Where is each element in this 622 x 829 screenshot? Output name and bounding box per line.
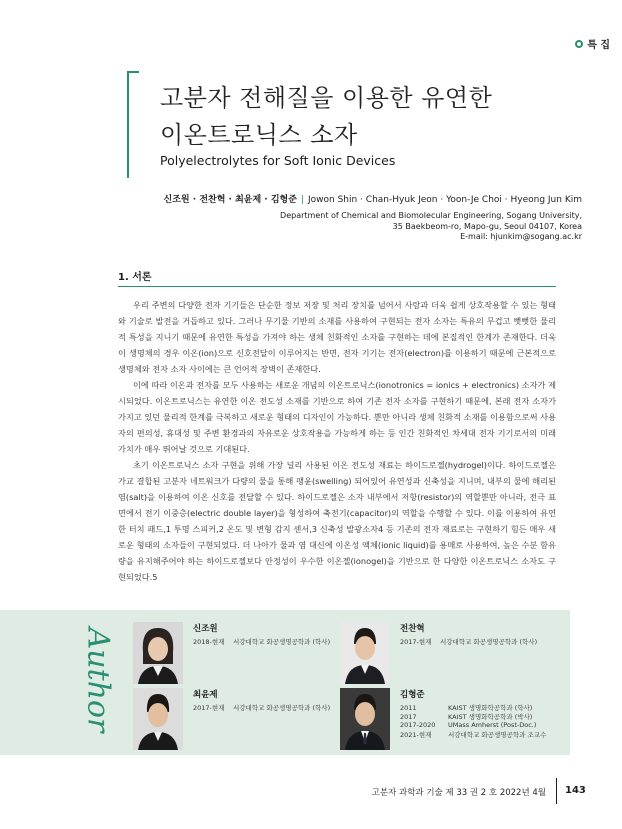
section-tag <box>575 36 610 51</box>
body-text <box>118 297 556 585</box>
bio-name-kim: 김형준 <box>400 690 425 700</box>
bio-name-jeon: 전찬혁 <box>400 624 425 634</box>
circle-bullet-icon <box>575 40 583 48</box>
paragraph: 이에 따라 이온과 전자를 모두 사용하는 새로운 개념의 이온트로닉스(ionotronics = ionics + electronics) 소자가 제시되었다. 이온트로닉스는 유연한 이온 전도성 소재를 기반으로 하여 기존 전자 소자를 구현하기 때문에, 본래 전자 소자가 가지고 있던 물리적 한계를 극복하고 새로운 형태의 디자인이 가능하다. 뿐만 아니라 생체 친화적 소재를 이용함으로써 사용자의 편의성, 휴대성 및 주변 환경과의 자유로운 상호작용을 가능하게 하는 등 인간 친화적인 차세대 전자 기기로서의 미래가치가 매우 뛰어날 것으로 기대된다. <box>118 380 556 454</box>
bio-years: 2017-현재 <box>400 638 432 646</box>
affiliation-email: E-mail: hjunkim@sogang.ac.kr <box>460 232 582 241</box>
bio-entry <box>400 703 532 712</box>
bio-entry <box>400 637 537 646</box>
bio-name-shin: 신조원 <box>193 624 218 634</box>
author-photo-jeon <box>340 622 390 684</box>
bio-years: 2011 <box>400 704 417 712</box>
journal-footer: 고분자 과학과 기술 제 33 권 2 호 2022년 4월 <box>371 788 546 798</box>
footer-divider <box>556 778 557 804</box>
title-frame-decoration <box>127 71 139 178</box>
section-tag-label: 특 집 <box>587 40 610 51</box>
bio-entry <box>400 712 532 721</box>
article-title-line-1: 고분자 전해질을 이용한 유연한 <box>160 84 493 112</box>
author-photo-choi <box>133 688 183 750</box>
bio-years: 2017-2020 <box>400 721 436 729</box>
bio-years: 2017-현재 <box>193 704 225 712</box>
section-divider <box>118 286 556 287</box>
bio-text: 서강대학교 화공생명공학과 조교수 <box>448 731 547 739</box>
affiliation-address: 35 Baekbeom-ro, Mapo-gu, Seoul 04107, Korea <box>392 221 582 231</box>
bio-years: 2017 <box>400 713 417 721</box>
author-separator: | <box>300 195 304 205</box>
author-line <box>164 192 582 205</box>
author-photo-shin <box>133 622 183 684</box>
article-title-english: Polyelectrolytes for Soft Ionic Devices <box>160 153 396 168</box>
paragraph: 초기 이온트로닉스 소자 구현을 위해 가장 널리 사용된 이온 전도성 재료는 하이드로젤(hydrogel)이다. 하이드로젤은 가교 결합된 고분자 네트워크가 다량의 물을 통해 팽윤(swelling) 되어있어 유연성과 신축성을 지니며, 내부의 물에 해리된 염(salt)을 이용하여 이온 신호를 전달할 수 있다. 하이드로젤은 소자 내부에서 저항(resistor)의 역할뿐만 아니라, 전극 표면에서 전기 이중층(electric double layer)을 형성하여 축전기(capacitor)의 역할을 수행할 수 있다. 이를 이용하여 유연한 터치 패드,1 투명 스피커,2 온도 및 변형 감지 센서,3 신축성 발광소자4 등 기존의 전자 재료로는 구현하기 힘든 매우 새로운 형태의 소자들이 구현되었다. 더 나아가 물과 염 대신에 이온성 액체(ionic liquid)를 용매로 사용하여, 높은 수분 함유량을 유지해주어야 하는 하이드로젤보다 안정성이 우수한 이온젤(ionogel)을 기반으로 한 다양한 이온트로닉스 소자도 구현되었다.5 <box>118 460 556 582</box>
bio-text: UMass Amherst (Post-Doc.) <box>448 721 537 729</box>
bio-entry <box>193 703 330 712</box>
authors-korean: 신조원 · 전찬혁 · 최윤제 · 김형준 <box>163 195 297 205</box>
author-box-label-text: Author <box>80 627 116 733</box>
bio-years: 2018-현재 <box>193 638 225 646</box>
article-title-korean <box>160 80 492 154</box>
bio-name-choi: 최윤제 <box>193 690 218 700</box>
bio-entry <box>400 721 536 729</box>
bio-text: KAIST 생명화학공학과 (학사) <box>448 704 533 712</box>
bio-entry <box>400 730 546 739</box>
article-title-line-2: 이온트로닉스 소자 <box>160 121 358 149</box>
page-number: 143 <box>565 785 586 796</box>
authors-english: Jowon Shin · Chan-Hyuk Jeon · Yoon-Je Choi · Hyeong Jun Kim <box>307 195 582 205</box>
affiliation-department: Department of Chemical and Biomolecular Engineering, Sogang University, <box>280 211 582 220</box>
affiliation <box>280 211 582 243</box>
paragraph: 우리 주변의 다양한 전자 기기들은 단순한 정보 저장 및 처리 장치를 넘어서 사람과 더욱 쉽게 상호작용할 수 있는 형태와 기술로 발전을 거듭하고 있다. 그러나 무기물 기반의 소재를 사용하여 구현되는 전자 소자는 특유의 무겁고 뻣뻣한 물리적 특성을 지니기 때문에 유연한 특성을 가져야 하는 생체 친화적인 소자를 구현하는 데에 본질적인 한계가 존재한다. 더욱이 생명체의 경우 이온(ion)으로 신호전달이 이루어지는 반면, 전자 기기는 전자(electron)를 이용하기 때문에 근본적으로 생명체와 전자 소자 사이에는 큰 언어적 장벽이 존재한다. <box>118 300 556 374</box>
bio-text: 서강대학교 화공생명공학과 (학사) <box>440 638 538 646</box>
bio-entry <box>193 637 330 646</box>
bio-years: 2021-현재 <box>400 731 432 739</box>
bio-text: 서강대학교 화공생명공학과 (학사) <box>233 704 331 712</box>
bio-text: KAIST 생명화학공학과 (박사) <box>448 713 533 721</box>
author-photo-kim <box>340 688 390 750</box>
section-heading: 1. 서론 <box>118 272 152 283</box>
bio-text: 서강대학교 화공생명공학과 (학사) <box>233 638 331 646</box>
author-box-label <box>68 627 128 733</box>
